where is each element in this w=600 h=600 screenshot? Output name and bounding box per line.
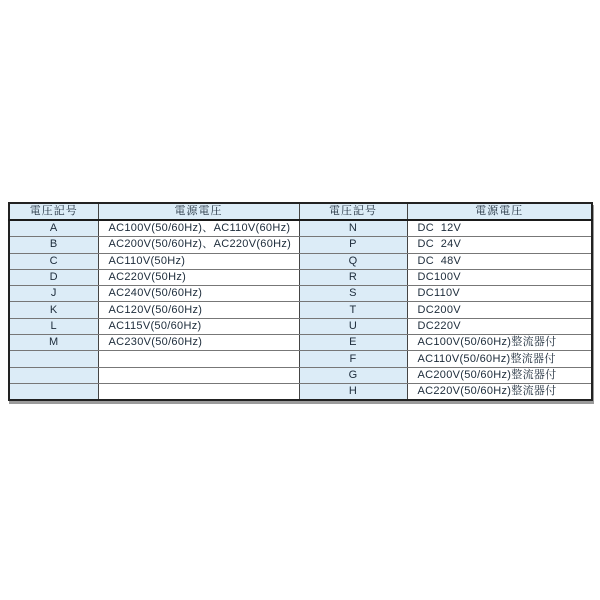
table-row xyxy=(9,286,592,302)
table-row xyxy=(9,367,592,383)
right-voltage-cell: AC100V(50/60Hz)整流器付 xyxy=(407,335,592,351)
left-voltage-header: 電源電圧 xyxy=(98,203,299,220)
left-symbol-cell: L xyxy=(9,318,98,334)
table-row xyxy=(9,335,592,351)
right-symbol-cell: S xyxy=(299,286,407,302)
left-voltage-cell: AC230V(50/60Hz) xyxy=(98,335,299,351)
left-symbol-cell: D xyxy=(9,269,98,285)
left-voltage-cell: AC220V(50Hz) xyxy=(98,269,299,285)
left-symbol-cell: M xyxy=(9,335,98,351)
left-symbol-cell: A xyxy=(9,220,98,237)
left-voltage-cell: AC120V(50/60Hz) xyxy=(98,302,299,318)
left-symbol-cell xyxy=(9,383,98,400)
left-symbol-cell: J xyxy=(9,286,98,302)
table-header-row xyxy=(9,203,592,220)
right-symbol-cell: P xyxy=(299,237,407,253)
left-symbol-cell xyxy=(9,351,98,367)
right-voltage-cell: DC 12V xyxy=(407,220,592,237)
right-symbol-cell: F xyxy=(299,351,407,367)
right-voltage-cell: DC200V xyxy=(407,302,592,318)
table-row xyxy=(9,351,592,367)
table-row xyxy=(9,269,592,285)
left-voltage-cell: AC115V(50/60Hz) xyxy=(98,318,299,334)
right-symbol-cell: H xyxy=(299,383,407,400)
right-symbol-cell: R xyxy=(299,269,407,285)
table-row xyxy=(9,383,592,400)
table-row xyxy=(9,318,592,334)
table-row xyxy=(9,220,592,237)
left-symbol-cell: B xyxy=(9,237,98,253)
right-voltage-header: 電源電圧 xyxy=(407,203,592,220)
left-voltage-cell xyxy=(98,367,299,383)
right-voltage-cell: AC110V(50/60Hz)整流器付 xyxy=(407,351,592,367)
left-symbol-cell xyxy=(9,367,98,383)
right-symbol-cell: N xyxy=(299,220,407,237)
right-symbol-cell: U xyxy=(299,318,407,334)
right-symbol-header: 電圧記号 xyxy=(299,203,407,220)
right-voltage-cell: DC220V xyxy=(407,318,592,334)
right-symbol-cell: T xyxy=(299,302,407,318)
left-voltage-cell: AC200V(50/60Hz)、AC220V(60Hz) xyxy=(98,237,299,253)
right-voltage-cell: DC 24V xyxy=(407,237,592,253)
right-voltage-cell: DC110V xyxy=(407,286,592,302)
voltage-spec-table xyxy=(8,202,593,401)
table-row xyxy=(9,237,592,253)
left-voltage-cell: AC100V(50/60Hz)、AC110V(60Hz) xyxy=(98,220,299,237)
right-voltage-cell: DC 48V xyxy=(407,253,592,269)
right-symbol-cell: G xyxy=(299,367,407,383)
left-voltage-cell xyxy=(98,383,299,400)
right-voltage-cell: DC100V xyxy=(407,269,592,285)
left-voltage-cell xyxy=(98,351,299,367)
right-symbol-cell: E xyxy=(299,335,407,351)
right-voltage-cell: AC220V(50/60Hz)整流器付 xyxy=(407,383,592,400)
table-row xyxy=(9,253,592,269)
right-symbol-cell: Q xyxy=(299,253,407,269)
left-symbol-cell: K xyxy=(9,302,98,318)
left-symbol-header: 電圧記号 xyxy=(9,203,98,220)
table-row xyxy=(9,302,592,318)
left-voltage-cell: AC110V(50Hz) xyxy=(98,253,299,269)
left-symbol-cell: C xyxy=(9,253,98,269)
right-voltage-cell: AC200V(50/60Hz)整流器付 xyxy=(407,367,592,383)
left-voltage-cell: AC240V(50/60Hz) xyxy=(98,286,299,302)
